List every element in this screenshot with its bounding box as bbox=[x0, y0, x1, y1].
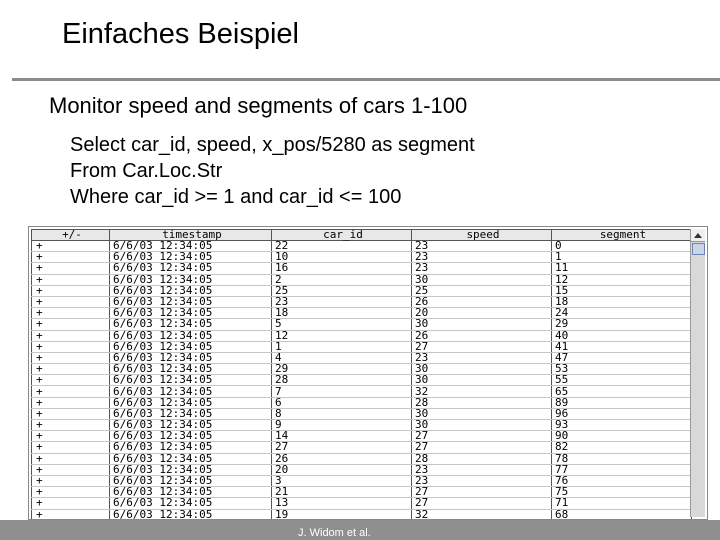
cell-car-id: 2 bbox=[272, 274, 412, 285]
result-table-window[interactable] bbox=[28, 226, 708, 520]
table-row[interactable] bbox=[32, 274, 692, 285]
cell-op: + bbox=[32, 319, 110, 330]
cell-segment: 96 bbox=[552, 408, 692, 419]
cell-car-id: 26 bbox=[272, 453, 412, 464]
cell-timestamp: 6/6/03 12:34:05 bbox=[110, 296, 272, 307]
cell-op: + bbox=[32, 487, 110, 498]
cell-segment: 41 bbox=[552, 341, 692, 352]
cell-timestamp: 6/6/03 12:34:05 bbox=[110, 498, 272, 509]
scroll-thumb[interactable] bbox=[692, 243, 705, 255]
table-row[interactable] bbox=[32, 285, 692, 296]
cell-timestamp: 6/6/03 12:34:05 bbox=[110, 442, 272, 453]
query-where-line: Where car_id >= 1 and car_id <= 100 bbox=[70, 186, 402, 208]
cell-segment: 77 bbox=[552, 464, 692, 475]
cell-op: + bbox=[32, 375, 110, 386]
cell-op: + bbox=[32, 408, 110, 419]
cell-segment: 12 bbox=[552, 274, 692, 285]
cell-segment: 78 bbox=[552, 453, 692, 464]
cell-car-id: 19 bbox=[272, 509, 412, 520]
column-header-op[interactable]: +/- bbox=[32, 230, 110, 241]
cell-timestamp: 6/6/03 12:34:05 bbox=[110, 252, 272, 263]
cell-car-id: 8 bbox=[272, 408, 412, 419]
cell-op: + bbox=[32, 296, 110, 307]
cell-timestamp: 6/6/03 12:34:05 bbox=[110, 308, 272, 319]
table-row[interactable] bbox=[32, 341, 692, 352]
cell-segment: 11 bbox=[552, 263, 692, 274]
cell-car-id: 29 bbox=[272, 364, 412, 375]
cell-speed: 27 bbox=[412, 442, 552, 453]
title-divider bbox=[12, 78, 720, 81]
table-row[interactable] bbox=[32, 487, 692, 498]
table-row[interactable] bbox=[32, 364, 692, 375]
cell-segment: 15 bbox=[552, 285, 692, 296]
cell-car-id: 23 bbox=[272, 296, 412, 307]
cell-segment: 75 bbox=[552, 487, 692, 498]
cell-op: + bbox=[32, 352, 110, 363]
cell-car-id: 9 bbox=[272, 420, 412, 431]
cell-timestamp: 6/6/03 12:34:05 bbox=[110, 341, 272, 352]
cell-speed: 30 bbox=[412, 408, 552, 419]
cell-speed: 23 bbox=[412, 352, 552, 363]
table-row[interactable] bbox=[32, 397, 692, 408]
scroll-up-arrow-icon[interactable] bbox=[691, 229, 705, 242]
query-select-line: Select car_id, speed, x_pos/5280 as segment bbox=[70, 134, 475, 156]
cell-op: + bbox=[32, 464, 110, 475]
cell-car-id: 13 bbox=[272, 498, 412, 509]
cell-car-id: 1 bbox=[272, 341, 412, 352]
cell-segment: 90 bbox=[552, 431, 692, 442]
result-table bbox=[31, 229, 692, 520]
table-row[interactable] bbox=[32, 308, 692, 319]
cell-timestamp: 6/6/03 12:34:05 bbox=[110, 319, 272, 330]
table-row[interactable] bbox=[32, 464, 692, 475]
cell-segment: 82 bbox=[552, 442, 692, 453]
footer-credit: J. Widom et al. bbox=[298, 527, 371, 539]
cell-segment: 53 bbox=[552, 364, 692, 375]
table-row[interactable] bbox=[32, 263, 692, 274]
column-header-speed[interactable]: speed bbox=[412, 230, 552, 241]
cell-car-id: 12 bbox=[272, 330, 412, 341]
cell-timestamp: 6/6/03 12:34:05 bbox=[110, 386, 272, 397]
cell-car-id: 20 bbox=[272, 464, 412, 475]
cell-speed: 32 bbox=[412, 386, 552, 397]
cell-speed: 23 bbox=[412, 464, 552, 475]
cell-speed: 30 bbox=[412, 364, 552, 375]
cell-car-id: 28 bbox=[272, 375, 412, 386]
cell-speed: 27 bbox=[412, 341, 552, 352]
cell-speed: 27 bbox=[412, 498, 552, 509]
cell-timestamp: 6/6/03 12:34:05 bbox=[110, 475, 272, 486]
cell-car-id: 10 bbox=[272, 252, 412, 263]
cell-timestamp: 6/6/03 12:34:05 bbox=[110, 330, 272, 341]
table-row[interactable] bbox=[32, 509, 692, 520]
cell-speed: 25 bbox=[412, 285, 552, 296]
table-row[interactable] bbox=[32, 420, 692, 431]
cell-speed: 26 bbox=[412, 330, 552, 341]
cell-speed: 27 bbox=[412, 487, 552, 498]
cell-timestamp: 6/6/03 12:34:05 bbox=[110, 352, 272, 363]
cell-speed: 30 bbox=[412, 375, 552, 386]
cell-op: + bbox=[32, 475, 110, 486]
cell-segment: 0 bbox=[552, 241, 692, 252]
cell-segment: 24 bbox=[552, 308, 692, 319]
column-header-timestamp[interactable]: timestamp bbox=[110, 230, 272, 241]
cell-speed: 23 bbox=[412, 263, 552, 274]
slide-heading: Monitor speed and segments of cars 1-100 bbox=[49, 93, 468, 118]
cell-car-id: 6 bbox=[272, 397, 412, 408]
cell-segment: 18 bbox=[552, 296, 692, 307]
cell-car-id: 21 bbox=[272, 487, 412, 498]
cell-op: + bbox=[32, 274, 110, 285]
cell-car-id: 22 bbox=[272, 241, 412, 252]
table-row[interactable] bbox=[32, 375, 692, 386]
table-row[interactable] bbox=[32, 319, 692, 330]
cell-op: + bbox=[32, 285, 110, 296]
column-header-car-id[interactable]: car_id bbox=[272, 230, 412, 241]
cell-segment: 40 bbox=[552, 330, 692, 341]
table-header-row bbox=[32, 230, 692, 241]
cell-timestamp: 6/6/03 12:34:05 bbox=[110, 285, 272, 296]
cell-segment: 89 bbox=[552, 397, 692, 408]
cell-speed: 27 bbox=[412, 431, 552, 442]
cell-segment: 65 bbox=[552, 386, 692, 397]
table-row[interactable] bbox=[32, 241, 692, 252]
cell-car-id: 18 bbox=[272, 308, 412, 319]
cell-timestamp: 6/6/03 12:34:05 bbox=[110, 420, 272, 431]
cell-car-id: 14 bbox=[272, 431, 412, 442]
query-text bbox=[70, 132, 475, 210]
cell-op: + bbox=[32, 241, 110, 252]
cell-segment: 93 bbox=[552, 420, 692, 431]
column-header-segment[interactable]: segment bbox=[552, 230, 692, 241]
cell-car-id: 16 bbox=[272, 263, 412, 274]
cell-car-id: 25 bbox=[272, 285, 412, 296]
table-row[interactable] bbox=[32, 442, 692, 453]
cell-op: + bbox=[32, 431, 110, 442]
cell-speed: 30 bbox=[412, 420, 552, 431]
cell-car-id: 27 bbox=[272, 442, 412, 453]
cell-timestamp: 6/6/03 12:34:05 bbox=[110, 263, 272, 274]
cell-op: + bbox=[32, 498, 110, 509]
table-row[interactable] bbox=[32, 330, 692, 341]
cell-speed: 30 bbox=[412, 274, 552, 285]
cell-op: + bbox=[32, 263, 110, 274]
table-row[interactable] bbox=[32, 408, 692, 419]
cell-speed: 28 bbox=[412, 453, 552, 464]
cell-car-id: 3 bbox=[272, 475, 412, 486]
cell-op: + bbox=[32, 453, 110, 464]
cell-car-id: 5 bbox=[272, 319, 412, 330]
cell-op: + bbox=[32, 341, 110, 352]
cell-car-id: 7 bbox=[272, 386, 412, 397]
cell-timestamp: 6/6/03 12:34:05 bbox=[110, 364, 272, 375]
cell-op: + bbox=[32, 252, 110, 263]
cell-speed: 32 bbox=[412, 509, 552, 520]
cell-segment: 71 bbox=[552, 498, 692, 509]
cell-speed: 23 bbox=[412, 241, 552, 252]
cell-segment: 1 bbox=[552, 252, 692, 263]
table-row[interactable] bbox=[32, 498, 692, 509]
cell-timestamp: 6/6/03 12:34:05 bbox=[110, 464, 272, 475]
cell-segment: 76 bbox=[552, 475, 692, 486]
table-row[interactable] bbox=[32, 352, 692, 363]
table-row[interactable] bbox=[32, 431, 692, 442]
cell-op: + bbox=[32, 386, 110, 397]
cell-timestamp: 6/6/03 12:34:05 bbox=[110, 397, 272, 408]
cell-segment: 55 bbox=[552, 375, 692, 386]
cell-speed: 26 bbox=[412, 296, 552, 307]
cell-op: + bbox=[32, 420, 110, 431]
cell-timestamp: 6/6/03 12:34:05 bbox=[110, 487, 272, 498]
cell-speed: 23 bbox=[412, 475, 552, 486]
table-body bbox=[32, 241, 692, 521]
cell-timestamp: 6/6/03 12:34:05 bbox=[110, 274, 272, 285]
cell-timestamp: 6/6/03 12:34:05 bbox=[110, 509, 272, 520]
cell-op: + bbox=[32, 308, 110, 319]
cell-timestamp: 6/6/03 12:34:05 bbox=[110, 431, 272, 442]
query-from-line: From Car.Loc.Str bbox=[70, 160, 223, 182]
table-row[interactable] bbox=[32, 386, 692, 397]
table-row[interactable] bbox=[32, 296, 692, 307]
cell-segment: 68 bbox=[552, 509, 692, 520]
cell-op: + bbox=[32, 442, 110, 453]
cell-op: + bbox=[32, 364, 110, 375]
cell-op: + bbox=[32, 397, 110, 408]
table-row[interactable] bbox=[32, 252, 692, 263]
cell-speed: 28 bbox=[412, 397, 552, 408]
cell-car-id: 4 bbox=[272, 352, 412, 363]
cell-timestamp: 6/6/03 12:34:05 bbox=[110, 241, 272, 252]
cell-timestamp: 6/6/03 12:34:05 bbox=[110, 375, 272, 386]
cell-speed: 23 bbox=[412, 252, 552, 263]
cell-op: + bbox=[32, 509, 110, 520]
slide-title: Einfaches Beispiel bbox=[62, 18, 299, 50]
cell-timestamp: 6/6/03 12:34:05 bbox=[110, 408, 272, 419]
cell-timestamp: 6/6/03 12:34:05 bbox=[110, 453, 272, 464]
vertical-scrollbar[interactable] bbox=[690, 229, 705, 517]
cell-speed: 30 bbox=[412, 319, 552, 330]
cell-op: + bbox=[32, 330, 110, 341]
table-row[interactable] bbox=[32, 475, 692, 486]
cell-segment: 29 bbox=[552, 319, 692, 330]
table-row[interactable] bbox=[32, 453, 692, 464]
cell-speed: 20 bbox=[412, 308, 552, 319]
cell-segment: 47 bbox=[552, 352, 692, 363]
